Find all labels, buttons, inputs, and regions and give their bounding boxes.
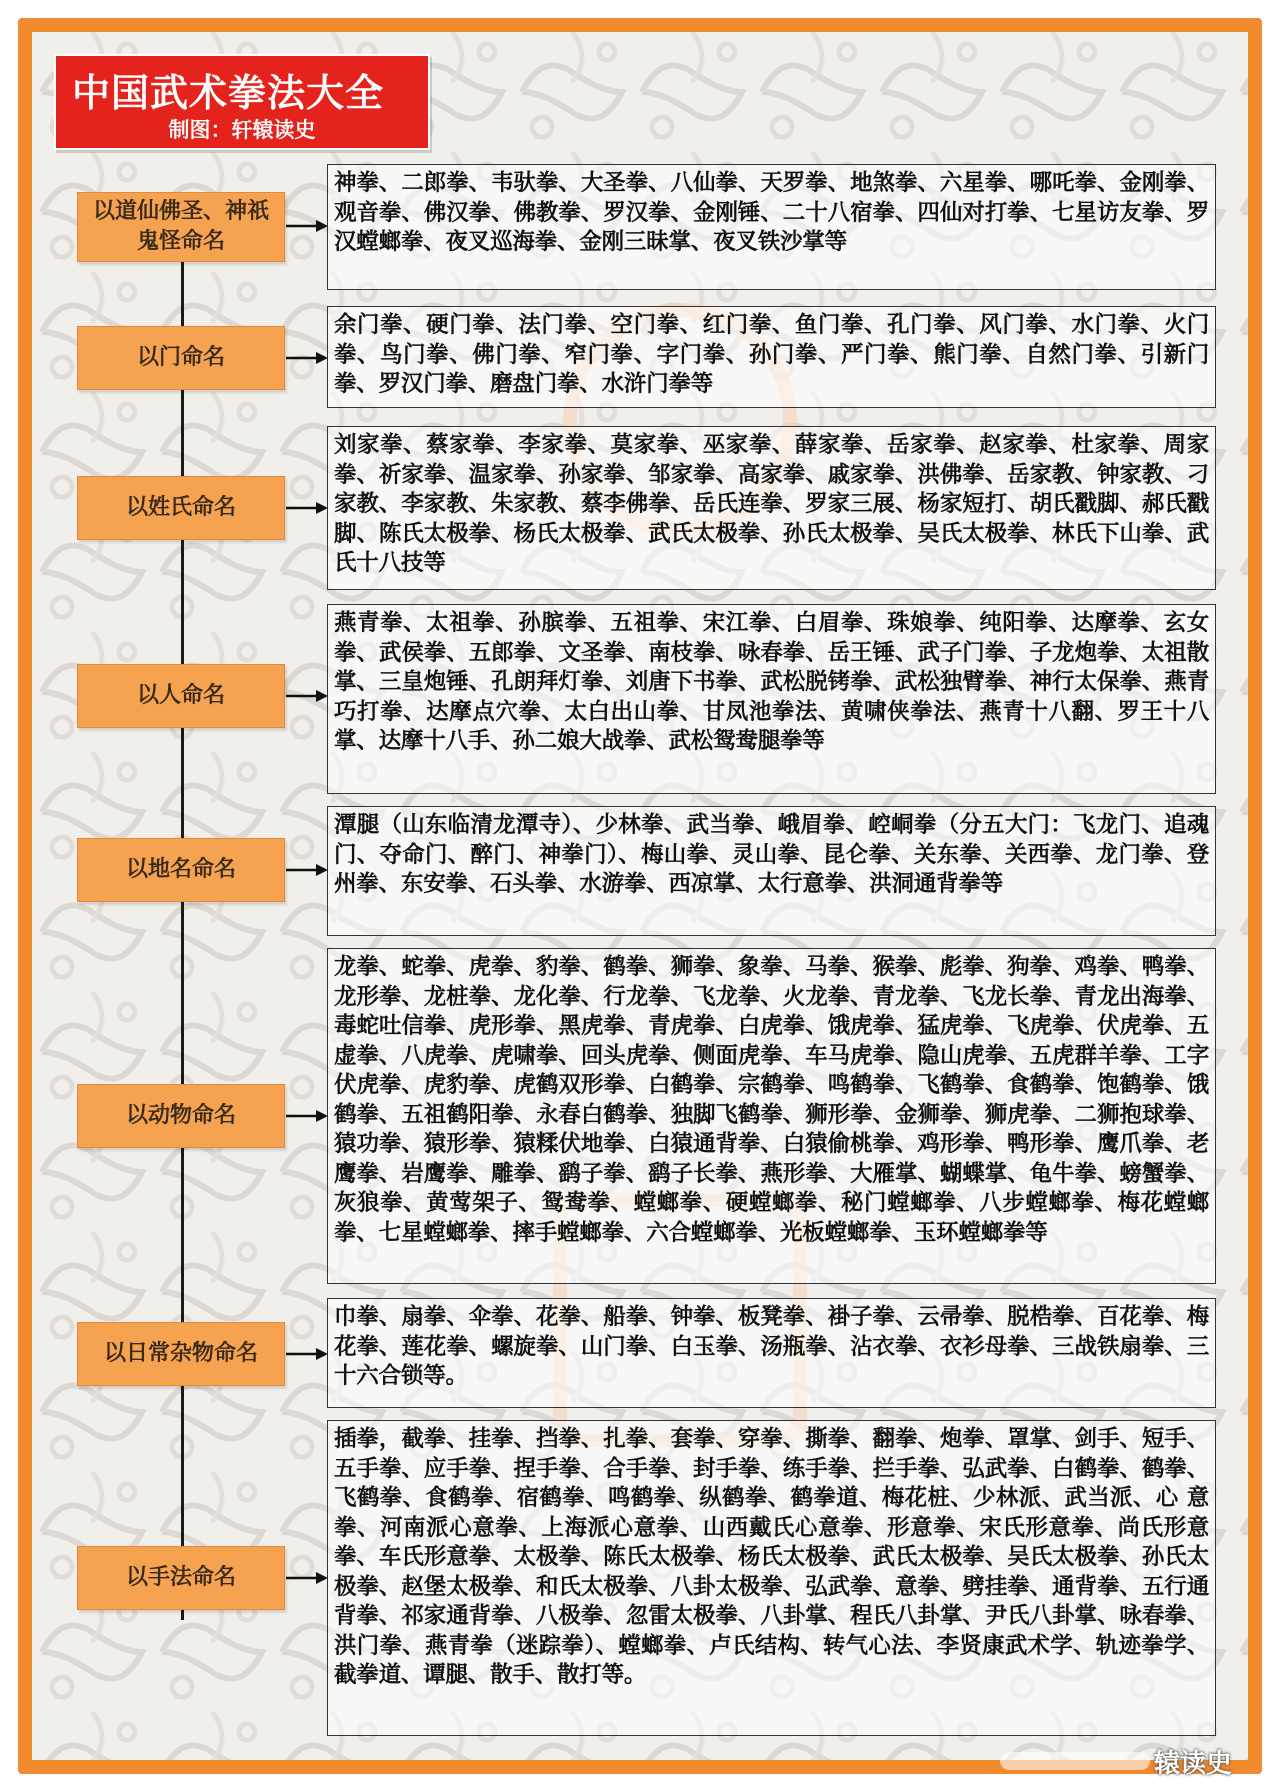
- category-person: 以人命名: [77, 664, 285, 728]
- arrow-icon: [286, 502, 328, 514]
- content-sect: 余门拳、硬门拳、法门拳、空门拳、红门拳、鱼门拳、孔门拳、风门拳、水门拳、火门拳、鸟门拳、佛门拳、窄门拳、字门拳、孙门拳、严门拳、熊门拳、自然门拳、引新门拳、罗汉门拳、磨盘门拳、水浒门拳等: [327, 306, 1216, 408]
- arrow-icon: [286, 220, 328, 232]
- page-title: 中国武术拳法大全: [72, 71, 385, 115]
- arrow-icon: [286, 1110, 328, 1122]
- category-technique: 以手法命名: [77, 1546, 285, 1610]
- content-surname: 刘家拳、蔡家拳、李家拳、莫家拳、巫家拳、薛家拳、岳家拳、赵家拳、杜家拳、周家拳、祈家拳、温家拳、孙家拳、邹家拳、高家拳、戚家拳、洪佛拳、岳家教、钟家教、刁家教、李家教、朱家教、蔡李佛拳、岳氏连拳、罗家三展、杨家短打、胡氏戳脚、郝氏戳脚、陈氏太极拳、杨氏太极拳、武氏太极拳、孙氏太极拳、吴氏太极拳、林氏下山拳、武氏十八技等: [327, 426, 1216, 590]
- arrow-icon: [286, 1348, 328, 1360]
- arrow-icon: [286, 1572, 328, 1584]
- category-objects: 以日常杂物命名: [77, 1322, 285, 1386]
- category-animal: 以动物命名: [77, 1084, 285, 1148]
- blurred-overlay: [1000, 1752, 1150, 1770]
- content-person: 燕青拳、太祖拳、孙膑拳、五祖拳、宋江拳、白眉拳、珠娘拳、纯阳拳、达摩拳、玄女拳、武侯拳、五郎拳、文圣拳、南枝拳、咏春拳、岳王锤、武子门拳、子龙炮拳、太祖散掌、三皇炮锤、孔朗拜灯拳、刘唐下书拳、武松脱铐拳、武松独臂拳、神行太保拳、燕青巧打拳、达摩点穴拳、太白出山拳、甘凤池拳法、黄啸侠拳法、燕青十八翻、罗王十八掌、达摩十八手、孙二娘大战拳、武松鸳鸯腿拳等: [327, 604, 1216, 794]
- category-sect: 以门命名: [77, 326, 285, 390]
- content-technique: 插拳，截拳、挂拳、挡拳、扎拳、套拳、穿拳、撕拳、翻拳、炮拳、罩掌、剑手、短手、五手拳、应手拳、捏手拳、合手拳、封手拳、练手拳、拦手拳、弘武拳、白鹤拳、鹤拳、飞鹤拳、食鹤拳、宿鹤拳、鸣鹤拳、纵鹤拳、鹤拳道、梅花桩、少林派、武当派、心 意拳、河南派心意拳、上海派心意拳、山西戴氏心意拳、形意拳、宋氏形意拳、尚氏形意拳、车氏形意拳、太极拳、陈氏太极拳、杨氏太极拳、武氏太极拳、吴氏太极拳、孙氏太极拳、赵堡太极拳、和氏太极拳、八卦太极拳、弘武拳、意拳、劈挂拳、通背拳、五行通背拳、祁家通背拳、八极拳、忽雷太极拳、八卦掌、程氏八卦掌、尹氏八卦掌、咏春拳、洪门拳、燕青拳（迷踪拳）、螳螂拳、卢氏结构、转气心法、李贤康武术学、轨迹拳学、截拳道、谭腿、散手、散打等。: [327, 1420, 1216, 1736]
- content-place: 潭腿（山东临清龙潭寺）、少林拳、武当拳、峨眉拳、崆峒拳（分五大门：飞龙门、追魂门、夺命门、醉门、神拳门）、梅山拳、灵山拳、昆仑拳、关东拳、关西拳、龙门拳、登州拳、东安拳、石头拳、水游拳、西凉掌、太行意拳、洪洞通背拳等: [327, 806, 1216, 936]
- category-deities: 以道仙佛圣、神祇鬼怪命名: [77, 192, 285, 262]
- author-credit: 制图：轩辕读史: [168, 118, 316, 142]
- category-place: 以地名命名: [77, 838, 285, 902]
- category-surname: 以姓氏命名: [77, 476, 285, 540]
- arrow-icon: [286, 690, 328, 702]
- timeline-connector: [181, 200, 184, 1620]
- source-watermark: 辕读史: [1154, 1749, 1233, 1779]
- title-banner: [54, 54, 430, 150]
- content-animal: 龙拳、蛇拳、虎拳、豹拳、鹤拳、狮拳、象拳、马拳、猴拳、彪拳、狗拳、鸡拳、鸭拳、龙形拳、龙桩拳、龙化拳、行龙拳、飞龙拳、火龙拳、青龙拳、飞龙长拳、青龙出海拳、毒蛇吐信拳、虎形拳、黑虎拳、青虎拳、白虎拳、饿虎拳、猛虎拳、飞虎拳、伏虎拳、五虚拳、八虎拳、虎啸拳、回头虎拳、侧面虎拳、车马虎拳、隐山虎拳、五虎群羊拳、工字伏虎拳、虎豹拳、虎鹤双形拳、白鹤拳、宗鹤拳、鸣鹤拳、飞鹤拳、食鹤拳、饱鹤拳、饿鹤拳、五祖鹤阳拳、永春白鹤拳、独脚飞鹤拳、狮形拳、金狮拳、狮虎拳、二狮抱球拳、猿功拳、猿形拳、猿糅伏地拳、白猿通背拳、白猿偷桃拳、鸡形拳、鸭形拳、鹰爪拳、老鹰拳、岩鹰拳、雕拳、鹞子拳、鹞子长拳、燕形拳、大雁掌、蝴蝶掌、龟牛拳、螃蟹拳、灰狼拳、黄莺架子、鸳鸯拳、螳螂拳、硬螳螂拳、秘门螳螂拳、八步螳螂拳、梅花螳螂拳、七星螳螂拳、摔手螳螂拳、六合螳螂拳、光板螳螂拳、玉环螳螂拳等: [327, 948, 1216, 1284]
- arrow-icon: [286, 864, 328, 876]
- content-deities: 神拳、二郎拳、韦驮拳、大圣拳、八仙拳、天罗拳、地煞拳、六星拳、哪吒拳、金刚拳、观音拳、佛汉拳、佛教拳、罗汉拳、金刚锤、二十八宿拳、四仙对打拳、七星访友拳、罗汉螳螂拳、夜叉巡海拳、金刚三昧掌、夜叉铁沙掌等: [327, 164, 1216, 290]
- arrow-icon: [286, 352, 328, 364]
- content-objects: 巾拳、扇拳、伞拳、花拳、船拳、钟拳、板凳拳、褂子拳、云帚拳、脱梏拳、百花拳、梅花拳、莲花拳、螺旋拳、山门拳、白玉拳、汤瓶拳、沾衣拳、衣衫母拳、三战铁扇拳、三十六合锁等。: [327, 1298, 1216, 1408]
